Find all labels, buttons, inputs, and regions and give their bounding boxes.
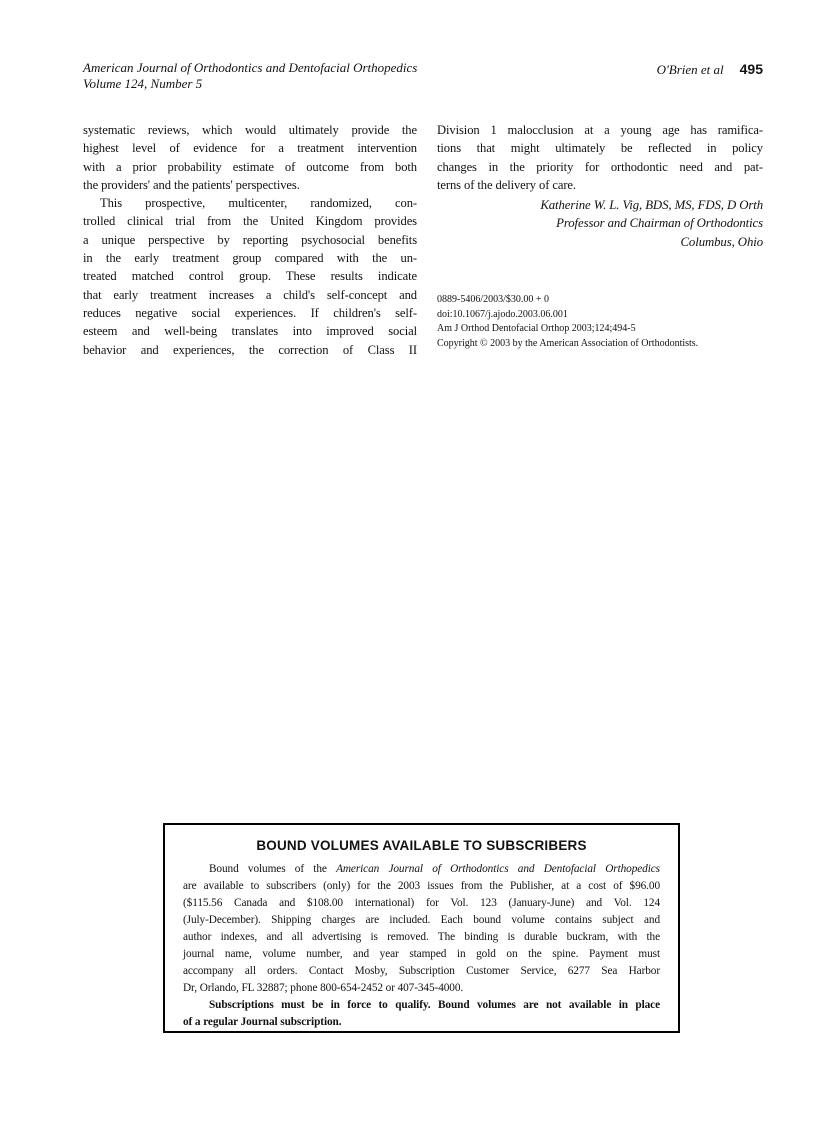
text-line: journal name, volume number, and year stamped in gold on the spine. Payment must: [183, 948, 660, 960]
page-number: 495: [739, 61, 763, 77]
footnote-line: Copyright © 2003 by the American Association of Orthodontists.: [437, 337, 699, 349]
running-head: [83, 60, 763, 92]
text-line: a unique perspective by reporting psychosocial benefits: [83, 232, 417, 247]
box-body: [183, 861, 660, 1031]
text-line: reduces negative social experiences. If children's self-: [83, 305, 417, 320]
text-line: the providers' and the patients' perspectives.: [83, 177, 300, 192]
bound-volumes-box: [163, 823, 680, 1033]
text-line: treated matched control group. These results indicate: [83, 269, 417, 284]
text-line: [183, 861, 660, 878]
footnote-line: 0889-5406/2003/$30.00 + 0: [437, 294, 550, 306]
text-line: Division 1 malocclusion at a young age has ramifica-: [437, 123, 763, 137]
left-column: [83, 121, 417, 359]
text-segment: Bound volumes of the: [209, 863, 337, 875]
text-line: (July-December). Shipping charges are included. Each bound volume contains subject and: [183, 914, 660, 926]
text-line: trolled clinical trial from the United Kingdom provides: [83, 214, 417, 229]
issue-info: Volume 124, Number 5: [83, 76, 203, 91]
text-line: of a regular Journal subscription.: [183, 1016, 342, 1028]
text-line: accompany all orders. Contact Mosby, Subscription Customer Service, 6277 Sea Harbor: [183, 965, 660, 977]
box-title: BOUND VOLUMES AVAILABLE TO SUBSCRIBERS: [256, 838, 587, 853]
text-line: tions that might ultimately be reflected in policy: [437, 141, 763, 156]
text-line: that early treatment increases a child's self-concept and: [83, 287, 417, 302]
text-line: esteem and well-being translates into improved social: [83, 324, 417, 339]
footnote-line: doi:10.1067/j.ajodo.2003.06.001: [437, 308, 568, 320]
signature-line: Columbus, Ohio: [680, 234, 763, 249]
authors-ref: O'Brien et al: [656, 62, 724, 77]
signature-line: Professor and Chairman of Orthodontics: [556, 216, 763, 231]
author-signature: [437, 196, 763, 251]
text-line: This prospective, multicenter, randomized, con-: [100, 196, 417, 211]
text-line: author indexes, and all advertising is removed. The binding is durable buckram, with the: [183, 931, 660, 943]
text-line: in the early treatment group compared with the un-: [83, 251, 417, 266]
text-line: are available to subscribers (only) for the 2003 issues from the Publisher, at a cost of $96.00: [183, 880, 660, 892]
text-line: highest level of evidence for a treatment intervention: [83, 141, 417, 156]
text-line: ($115.56 Canada and $108.00 international) for Vol. 123 (January-June) and Vol. 124: [183, 897, 660, 909]
article-footnote: [437, 293, 763, 351]
text-line: systematic reviews, which would ultimately provide the: [83, 123, 417, 137]
text-line: terns of the delivery of care.: [437, 177, 576, 192]
text-line: Dr, Orlando, FL 32887; phone 800-654-2452 or 407-345-4000.: [183, 982, 464, 994]
text-line: changes in the priority for orthodontic need and pat-: [437, 159, 763, 174]
signature-line: Katherine W. L. Vig, BDS, MS, FDS, D Orth: [540, 198, 763, 213]
running-head-left: [83, 60, 417, 92]
footnote-line: Am J Orthod Dentofacial Orthop 2003;124;494-5: [437, 323, 636, 335]
running-head-right: [657, 60, 763, 79]
text-line: with a prior probability estimate of outcome from both: [83, 159, 417, 174]
right-column: [437, 121, 763, 351]
journal-name-inline: American Journal of Orthodontics and Dentofacial Orthopedics: [336, 863, 660, 875]
journal-name: American Journal of Orthodontics and Dentofacial Orthopedics: [83, 60, 418, 75]
text-line: behavior and experiences, the correction of Class II: [83, 342, 417, 357]
text-line: Subscriptions must be in force to qualify. Bound volumes are not available in place: [209, 999, 660, 1011]
